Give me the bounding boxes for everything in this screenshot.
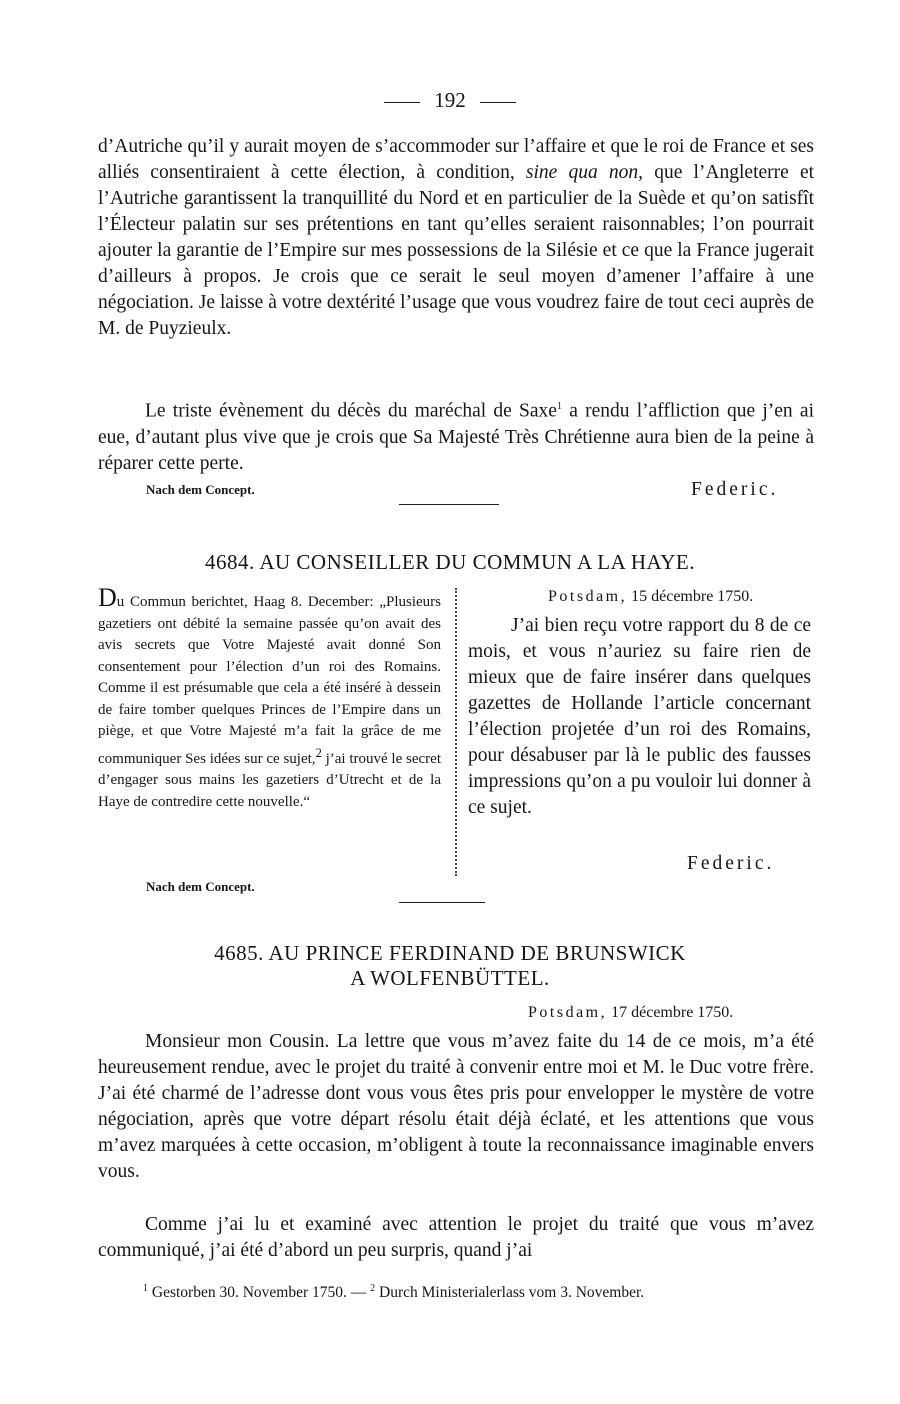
footnotes: $^1$ Gestorben 30. November 1750. — $^2$ Durch Ministerialerlass vom 3. November. xyxy=(143,1283,645,1302)
heading-4685: 4685. AU PRINCE FERDINAND DE BRUNSWICK A WOLFENBÜTTEL. xyxy=(214,941,686,990)
section-rule-2 xyxy=(399,902,485,903)
heading-4684: 4684. AU CONSEILLER DU COMMUN A LA HAYE. xyxy=(204,550,695,574)
italic-phrase: sine qua non, xyxy=(525,162,644,183)
footnote-ref-1: 1 xyxy=(556,401,562,412)
right-column-letter: J’ai bien reçu votre rapport du 8 de ce mois, et vous n’auriez su faire rien de mieux que de faire insérer dans quelques gazettes de Hollande l’article concernant l’élection projetée d’un roi des Romains, pour désabuser par là le public des fausses impressions qu’on a pu vouloir lui donner à ce sujet. xyxy=(468,615,811,818)
column-separator xyxy=(455,588,457,876)
paragraph-3: Monsieur mon Cousin. La lettre que vous m’avez faite du 14 de ce mois, m’a été heureusement rendue, avec le projet du traité à convenir entre moi et M. le Duc votre frère. J’ai été charmé de l’adresse dont vous vous êtes pris pour envelopper le mystère de votre négociation, après que votre départ résolu était déjà éclaté, et les attentions que vous m’avez marquées à cette occasion, m’obligent à toute la reconnaissance imaginable envers vous. xyxy=(98,1031,814,1182)
source-note-2: Nach dem Concept. xyxy=(146,879,255,894)
page-number-dash-right xyxy=(480,102,516,103)
dateline-2: Potsdam, 17 décembre 1750. xyxy=(528,1004,734,1021)
signature-2: Federic. xyxy=(687,853,775,874)
page-number-dash-left xyxy=(384,102,420,103)
left-column-summary: Du Commun berichtet, Haag 8. December: „Plusieurs gazetiers ont débité la semaine passée qu’on avait des avis secrets que Votre Majesté avait donné Son consentement pour l’élection d’un roi des Romains. Comme il est présumable que cela a été inséré à dessein de faire tomber quelques Princes de l’Empire dans un piège, et que Votre Majesté m’a fait la grâce de me communiquer Ses idées sur ce sujet,$^2$ j’ai trouvé le secret d’engager sous mains les gazetiers d’Utrecht et de la Haye de contredire cette nouvelle.“ xyxy=(98,583,442,810)
paragraph-2: Le triste évènement du décès du maréchal de Saxe$^1$ a rendu l’affliction que j’en ai eue, d’autant plus vive que je crois que Sa Majesté Très Chrétienne aura bien de la peine à réparer cette perte. xyxy=(98,400,814,474)
footnote-ref-2: 2 xyxy=(315,745,322,760)
paragraph-1: d’Autriche qu’il y aurait moyen de s’accommoder sur l’affaire et que le roi de France et ses alliés consentiraient à cette élection, à condition, sine qua non, que l’Angleterre et l’Autriche garantissent la tranquillité du Nord et en particulier de la Suède et qu’on satisfît l’Électeur palatin sur ses prétentions en tant qu’elles seraient raisonnables; l’on pourrait ajouter la garantie de l’Empire sur mes possessions de la Silésie et ce que la France jugerait d’ailleurs à propos. Je crois que ce serait le seul moyen d’amener l’affaire à une négociation. Je laisse à votre dextérité l’usage que vous voudrez faire de tout ceci auprès de M. de Puyzieulx. xyxy=(98,136,815,339)
drop-cap: D xyxy=(98,583,117,612)
dateline-1: Potsdam, 15 décembre 1750. xyxy=(548,588,754,605)
page-number: 192 xyxy=(0,88,900,113)
source-note-1: Nach dem Concept. xyxy=(146,482,255,497)
signature-1: Federic. xyxy=(691,479,779,500)
paragraph-4: Comme j’ai lu et examiné avec attention le projet du traité que vous m’avez communiqué, j’ai été d’abord un peu surpris, quand j’ai xyxy=(98,1214,814,1261)
section-rule-1 xyxy=(399,504,499,505)
